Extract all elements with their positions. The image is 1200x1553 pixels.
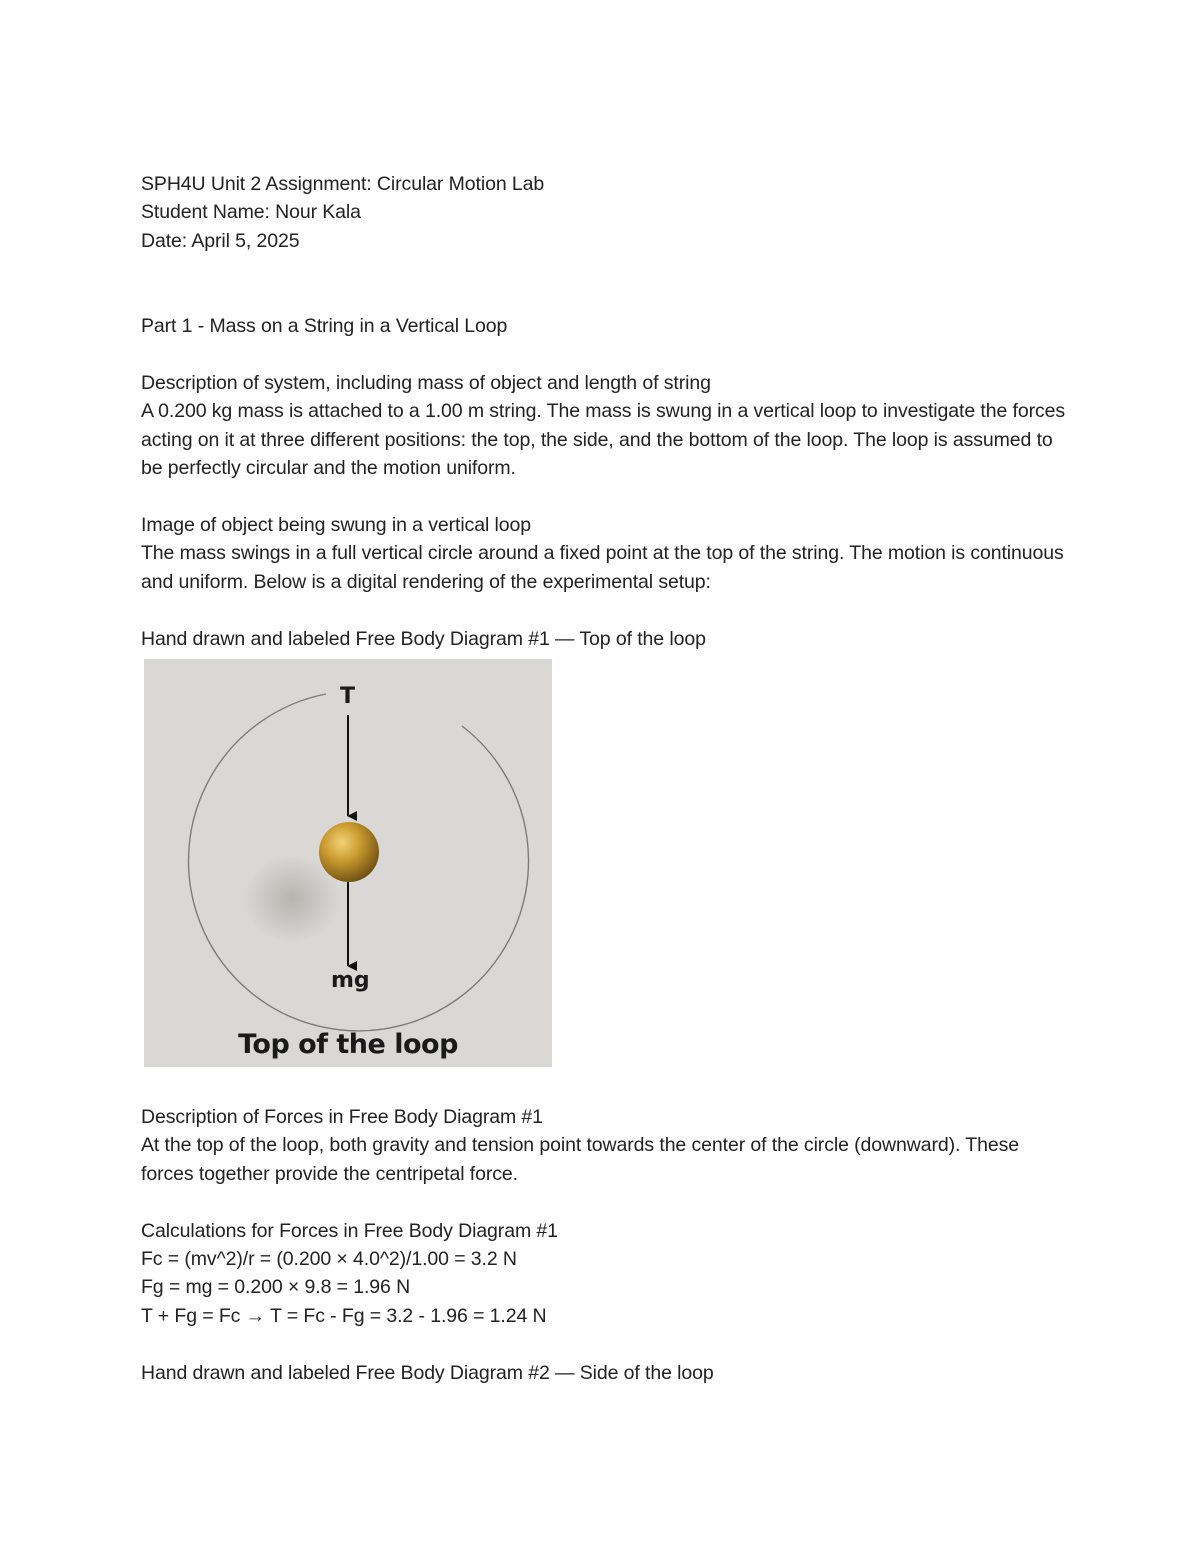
tension-label: T xyxy=(340,684,355,710)
document-title: SPH4U Unit 2 Assignment: Circular Motion Lab xyxy=(141,173,545,195)
fbd1-calc-heading: Calculations for Forces in Free Body Diagram #1 xyxy=(141,1219,558,1242)
image-heading: Image of object being swung in a vertical loop xyxy=(141,514,531,537)
student-name: Student Name: Nour Kala xyxy=(141,201,361,224)
fbd2-heading: Hand drawn and labeled Free Body Diagram #2 — Side of the loop xyxy=(141,1361,714,1384)
figure-caption: Top of the loop xyxy=(238,1028,458,1060)
document-date: Date: April 5, 2025 xyxy=(141,229,300,252)
fbd1-desc-text: At the top of the loop, both gravity and tension point towards the center of the circle (downward). These forces together provide the centripetal force. xyxy=(141,1134,1025,1185)
fbd1-desc-heading: Description of Forces in Free Body Diagram #1 xyxy=(141,1106,543,1129)
system-text: A 0.200 kg mass is attached to a 1.00 m string. The mass is swung in a vertical loop to investigate the forces acting on it at three different positions: the top, the side, and the bottom of the loop. The loop is assumed to be perfectly circular and the motion uniform. xyxy=(141,400,1071,480)
system-heading: Description of system, including mass of object and length of string xyxy=(141,372,711,395)
calc-line-tension: T + Fg = Fc → T = Fc - Fg = 3.2 - 1.96 = 1.24 N xyxy=(141,1304,547,1327)
fbd1-heading: Hand drawn and labeled Free Body Diagram #1 — Top of the loop xyxy=(141,627,706,650)
mass-ball xyxy=(319,822,379,882)
part1-heading: Part 1 - Mass on a String in a Vertical Loop xyxy=(141,315,508,338)
calc-line-centripetal: Fc = (mv^2)/r = (0.200 × 4.0^2)/1.00 = 3.2 N xyxy=(141,1248,517,1271)
fbd1-diagram xyxy=(144,659,552,1067)
image-text: The mass swings in a full vertical circle around a fixed point at the top of the string. The motion is continuous and uniform. Below is a digital rendering of the experimental setup: xyxy=(141,542,1069,593)
document-page xyxy=(141,170,1071,1387)
calc-line-gravity: Fg = mg = 0.200 × 9.8 = 1.96 N xyxy=(141,1276,411,1299)
fbd1-figure xyxy=(144,659,552,1067)
gravity-label: mg xyxy=(331,968,370,994)
